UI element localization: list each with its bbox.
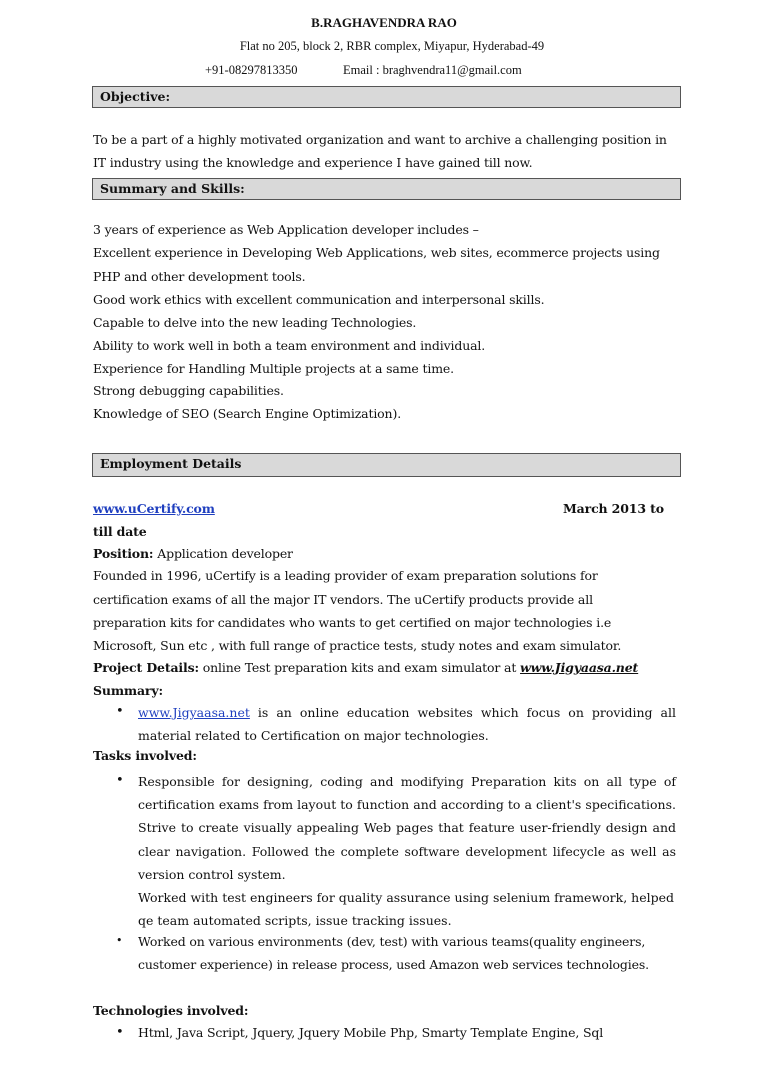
summary-line: Knowledge of SEO (Search Engine Optimization). xyxy=(93,406,402,421)
email: Email : braghvendra11@gmail.com xyxy=(343,63,522,77)
address: Flat no 205, block 2, RBR complex, Miyapur, Hyderabad-49 xyxy=(239,39,545,53)
summary-line: Capable to delve into the new leading Technologies. xyxy=(93,315,417,330)
task-2-line: Worked on various environments (dev, test) with various teams(quality engineers, xyxy=(138,934,646,949)
project-details-line xyxy=(93,660,638,675)
summary-line: Good work ethics with excellent communication and interpersonal skills. xyxy=(93,292,545,307)
tasks-label: Tasks involved: xyxy=(93,748,197,763)
task-1-body: Responsible for designing, coding and modifying Preparation kits on all type of certification exams from layout to function and according to a client's specifications. Strive to create visually appealing Web pages that feature user-friendly design and clear navigation. Followed the complete software development lifecycle as well as version control system. xyxy=(138,774,676,882)
summary-line: 3 years of experience as Web Application developer includes – xyxy=(93,222,479,237)
position-value: Application developer xyxy=(153,546,293,561)
summary-line: Strong debugging capabilities. xyxy=(93,383,284,398)
objective-heading-bar xyxy=(92,86,681,108)
summary-link[interactable]: www.Jigyaasa.net xyxy=(138,705,250,720)
employment-heading-bar xyxy=(92,453,681,477)
summary-bullet-text xyxy=(138,701,676,747)
project-details-text: online Test preparation kits and exam simulator at xyxy=(198,660,521,675)
employment-date-start: March 2013 to xyxy=(563,501,664,516)
employment-date-end: till date xyxy=(93,524,147,539)
project-details-label: Project Details: xyxy=(93,660,199,675)
summary-line: Ability to work well in both a team environment and individual. xyxy=(93,338,486,353)
project-link[interactable]: www.Jigyaasa.net xyxy=(520,660,639,675)
company-about-line: Founded in 1996, uCertify is a leading provider of exam preparation solutions for xyxy=(93,568,598,583)
objective-heading: Objective: xyxy=(100,89,171,104)
task-1-extra-2: qe team automated scripts, issue tracking issues. xyxy=(138,913,452,929)
bullet-icon: • xyxy=(116,704,124,719)
summary-bullet-text-2: material related to Certification on major technologies. xyxy=(138,728,489,744)
company-about-line: Microsoft, Sun etc , with full range of practice tests, study notes and exam simulator. xyxy=(93,638,622,653)
summary-heading-bar xyxy=(92,178,681,200)
summary-line: Excellent experience in Developing Web Applications, web sites, ecommerce projects using xyxy=(93,245,660,260)
summary-label: Summary: xyxy=(93,683,163,698)
position-line xyxy=(93,546,293,561)
candidate-name: B.RAGHAVENDRA RAO xyxy=(311,15,457,30)
summary-bullet-text-1: is an online education websites which focus on providing all xyxy=(249,705,676,720)
employment-heading: Employment Details xyxy=(100,456,242,471)
technologies-heading: Technologies involved: xyxy=(93,1003,249,1018)
company-about-line: certification exams of all the major IT vendors. The uCertify products provide all xyxy=(93,592,593,607)
position-label: Position: xyxy=(93,546,154,561)
bullet-icon: • xyxy=(116,773,124,788)
phone: +91-08297813350 xyxy=(205,63,298,77)
company-link[interactable]: www.uCertify.com xyxy=(93,501,215,516)
objective-line: To be a part of a highly motivated organization and want to archive a challenging position in xyxy=(93,132,667,147)
objective-line: IT industry using the knowledge and experience I have gained till now. xyxy=(93,155,533,170)
bullet-icon: • xyxy=(116,1025,124,1040)
task-1-text xyxy=(138,770,676,932)
summary-heading: Summary and Skills: xyxy=(100,181,245,196)
task-2-line: customer experience) in release process, used Amazon web services technologies. xyxy=(138,957,649,972)
bullet-icon: • xyxy=(116,934,123,947)
summary-line: Experience for Handling Multiple projects at a same time. xyxy=(93,361,454,376)
company-about-line: preparation kits for candidates who wants to get certified on major technologies i.e xyxy=(93,615,612,630)
technology-item: Html, Java Script, Jquery, Jquery Mobile Php, Smarty Template Engine, Sql xyxy=(138,1025,604,1040)
task-1-extra-1: Worked with test engineers for quality assurance using selenium framework, helped xyxy=(138,890,675,906)
summary-line: PHP and other development tools. xyxy=(93,269,306,284)
